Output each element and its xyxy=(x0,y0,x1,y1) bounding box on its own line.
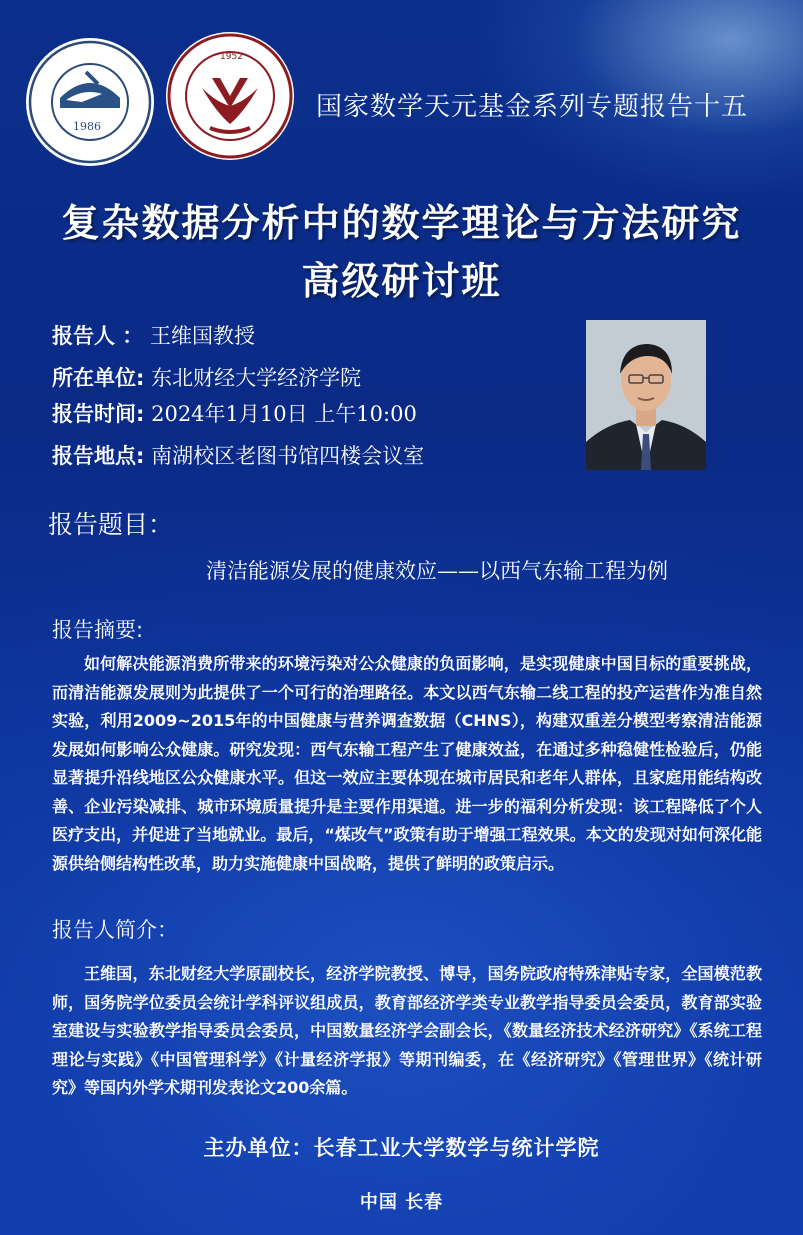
bio-heading: 报告人简介： xyxy=(52,918,178,942)
bio-text: 王维国，东北财经大学原副校长，经济学院教授、博导，国务院政府特殊津贴专家，全国模范教师，国务院学位委员会统计学科评议组成员，教育部经济学类专业教学指导委员会委员，教育部实验室建设与实验教学指导委员会委员，中国数量经济学会副会长，《数量经济技术经济研究》《系统工程理论与实践》《中国管理科学》《计量经济学报》等期刊编委，在《经济研究》《管理世界》《统计研究》等国内外学术期刊发表论文200余篇。 xyxy=(52,964,762,1097)
organizer: 主办单位：长春工业大学数学与统计学院 xyxy=(203,1135,600,1160)
topic-heading: 报告题目： xyxy=(48,510,174,539)
topic-text: 清洁能源发展的健康效应——以西气东输工程为例 xyxy=(206,559,668,583)
place-value: 南湖校区老图书馆四楼会议室 xyxy=(151,444,425,468)
unit-label: 所在单位: xyxy=(52,366,145,390)
ccut-logo xyxy=(166,32,294,160)
time-row xyxy=(52,398,417,428)
place-row xyxy=(52,440,424,470)
unit-row xyxy=(52,362,361,392)
series-title: 国家数学天元基金系列专题报告十五 xyxy=(316,92,749,122)
abstract-text: 如何解决能源消费所带来的环境污染对公众健康的负面影响，是实现健康中国目标的重要挑战，而清洁能源发展则为此提供了一个可行的治理路径。本文以西气东输二线工程的投产运营作为准自然实验，利用2009~2015年的中国健康与营养调查数据（CHNS），构建双重差分模型考察清洁能源发展如何影响公众健康。研究发现：西气东输工程产生了健康效益，在通过多种稳健性检验后，仍能显著提升沿线地区公众健康水平。但这一效应主要体现在城市居民和老年人群体，且家庭用能结构改善、企业污染减排、城市环境质量提升是主要作用渠道。进一步的福利分析发现：该工程降低了个人医疗支出，并促进了当地就业。最后，“煤改气”政策有助于增强工程效果。本文的发现对如何深化能源供给侧结构性改革，助力实施健康中国战略，提供了鲜明的政策启示。 xyxy=(52,654,762,873)
portrait-icon xyxy=(586,320,706,470)
place-label: 报告地点: xyxy=(52,444,145,468)
time-label: 报告时间: xyxy=(52,402,145,426)
nsfc-logo xyxy=(26,38,154,166)
time-value: 2024年1月10日 上午10:00 xyxy=(151,402,417,426)
nsfc-emblem-icon xyxy=(26,38,154,166)
main-subtitle: 高级研讨班 xyxy=(301,258,502,303)
unit-value: 东北财经大学经济学院 xyxy=(151,366,362,390)
speaker-label: 报告人 ： xyxy=(52,324,144,348)
speaker-row xyxy=(52,320,255,350)
speaker-photo xyxy=(586,320,706,470)
location: 中国 长春 xyxy=(359,1192,444,1213)
nsfc-year: 1986 xyxy=(73,120,101,133)
ccut-year: 1952 xyxy=(220,52,243,62)
speaker-name: 王维国教授 xyxy=(150,324,255,348)
abstract-heading: 报告摘要: xyxy=(52,618,144,642)
main-title: 复杂数据分析中的数学理论与方法研究 xyxy=(61,200,742,245)
